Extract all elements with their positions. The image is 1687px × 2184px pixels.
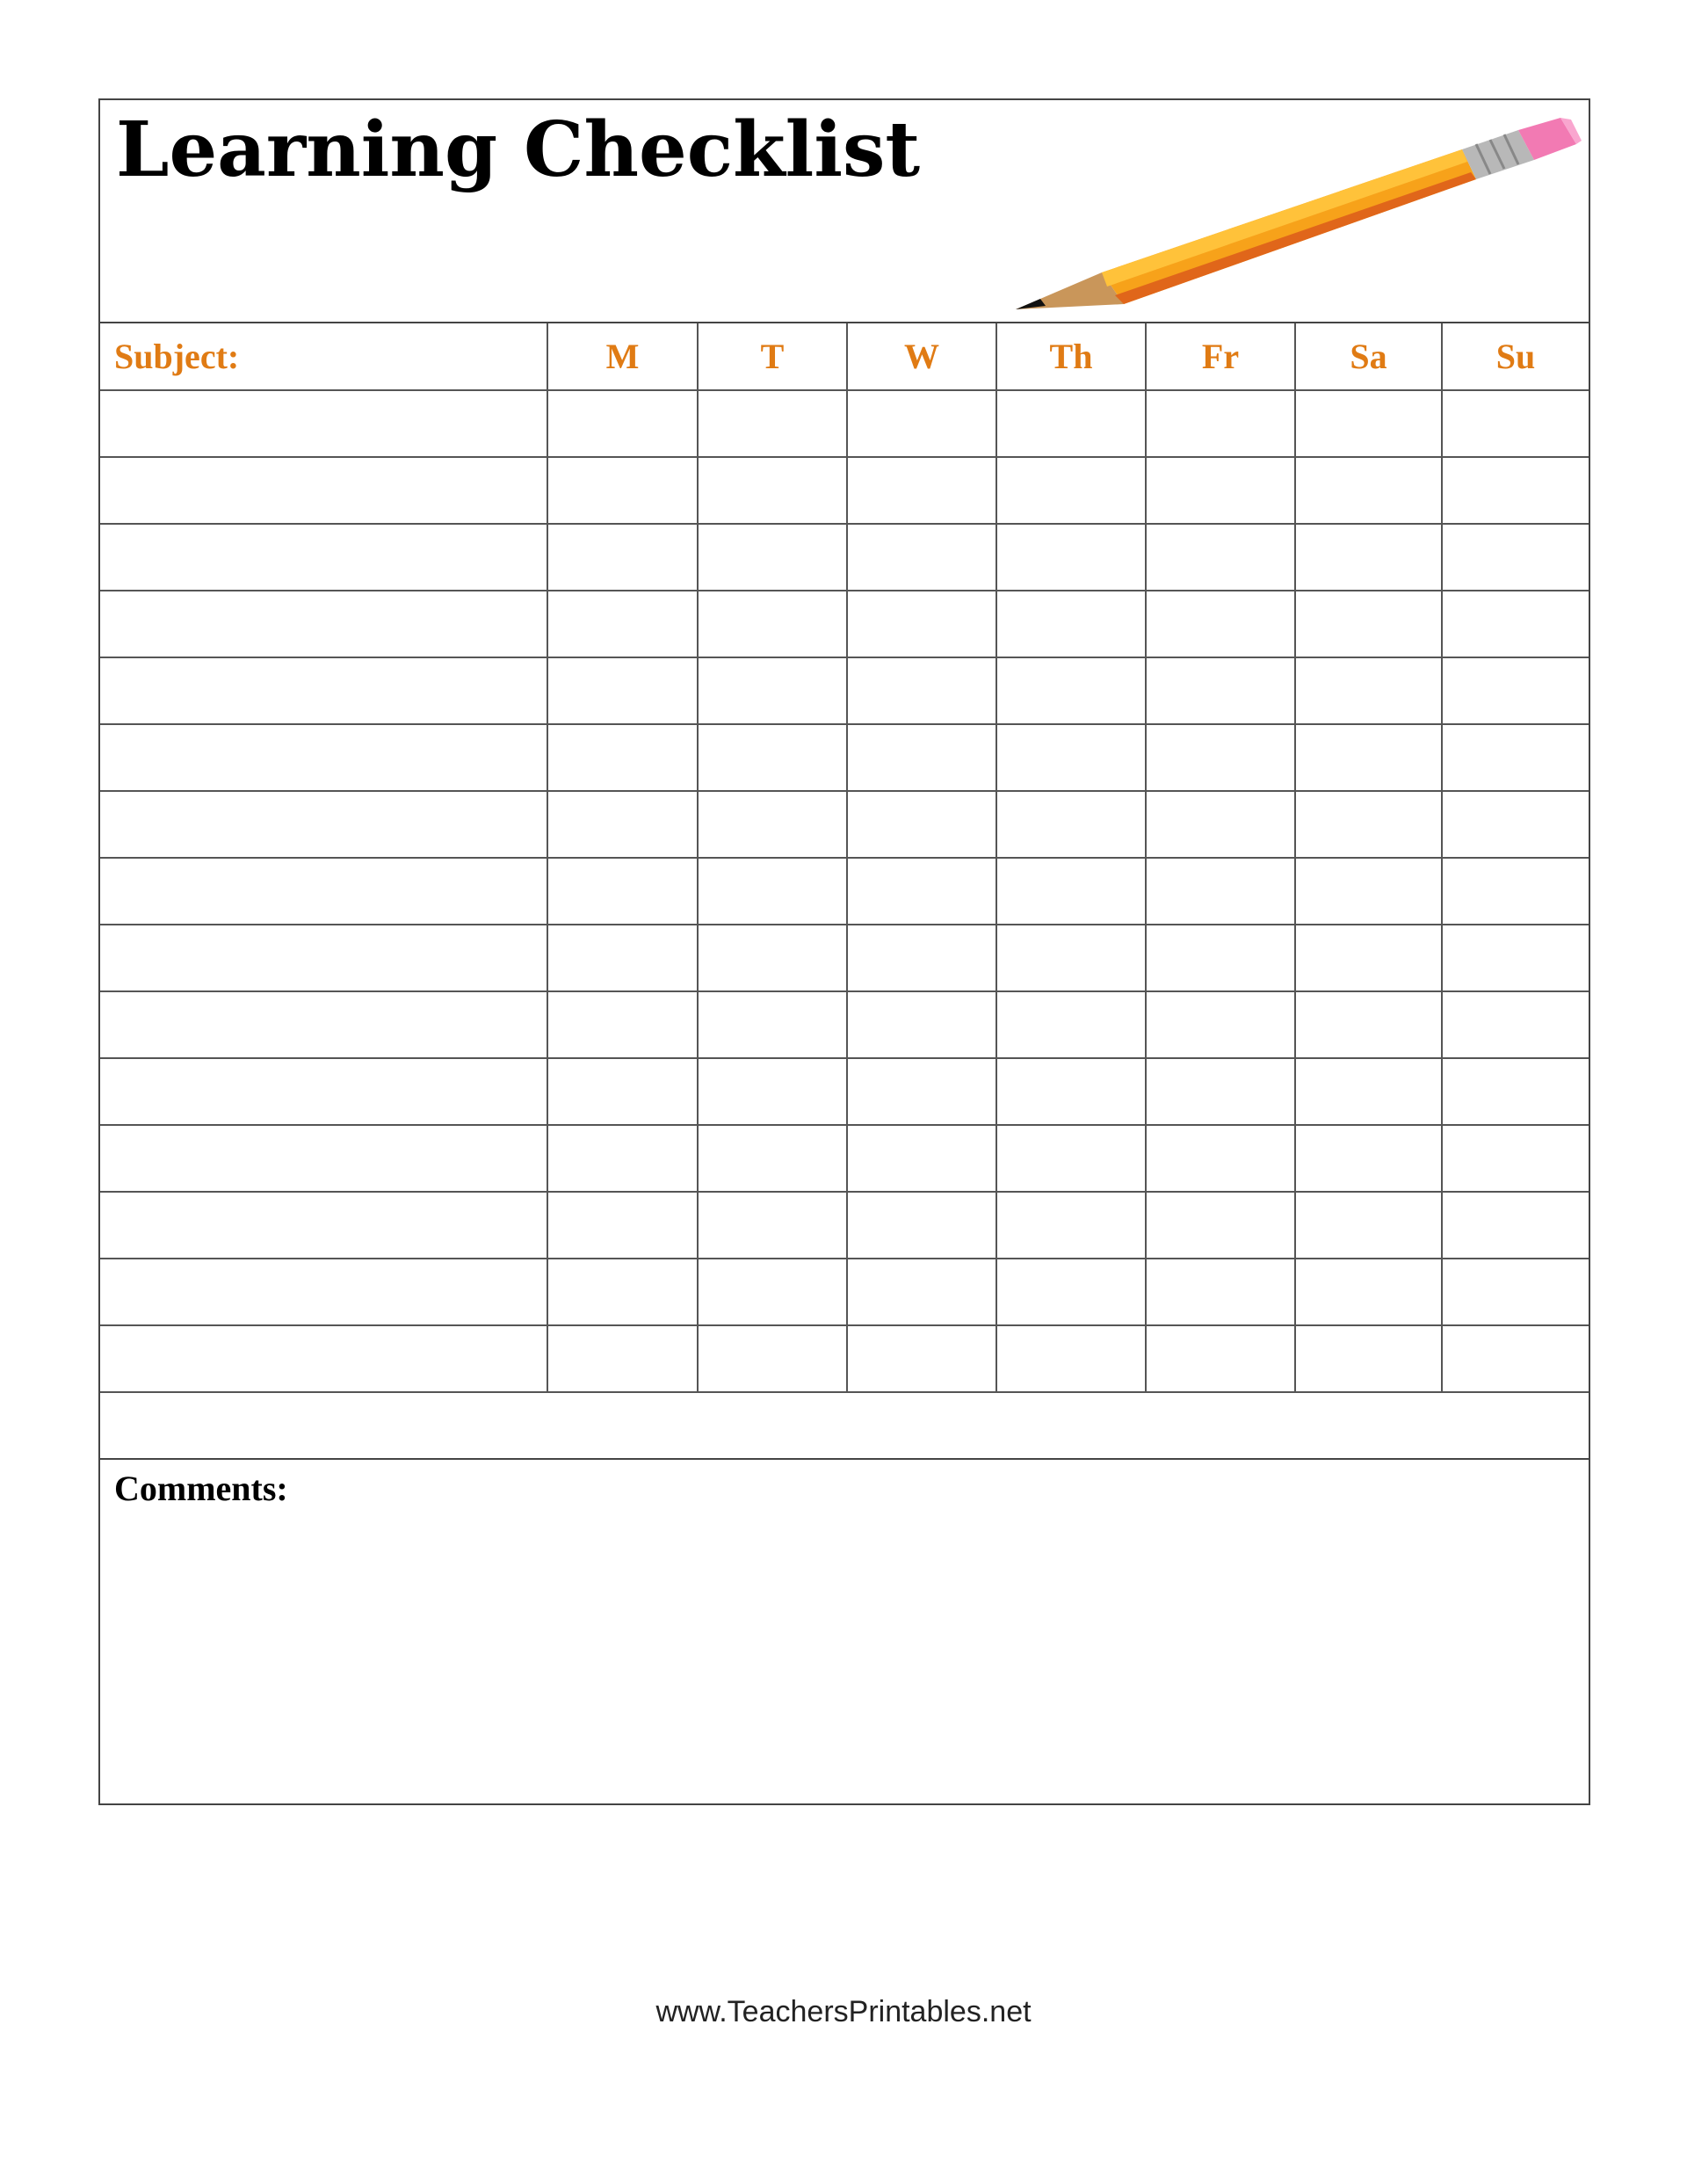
day-header-tuesday: T: [698, 323, 847, 390]
check-cell[interactable]: [547, 390, 698, 457]
header: [100, 100, 1589, 323]
check-cell[interactable]: [547, 591, 698, 657]
check-cell[interactable]: [847, 858, 996, 925]
footer-url: www.TeachersPrintables.net: [655, 1995, 1032, 2028]
check-cell[interactable]: [996, 1058, 1146, 1125]
check-cell[interactable]: [1442, 657, 1589, 724]
table-row: [100, 457, 1589, 524]
day-header-saturday: Sa: [1295, 323, 1442, 390]
subject-cell[interactable]: [100, 724, 547, 791]
day-header-friday: Fr: [1146, 323, 1295, 390]
table-row: [100, 1325, 1589, 1392]
check-cell[interactable]: [1295, 1125, 1442, 1192]
table-row: [100, 657, 1589, 724]
table-row: [100, 1192, 1589, 1259]
day-header-wednesday: W: [847, 323, 996, 390]
check-cell[interactable]: [698, 724, 847, 791]
check-cell[interactable]: [996, 524, 1146, 591]
check-cell[interactable]: [698, 791, 847, 858]
check-cell[interactable]: [996, 1259, 1146, 1325]
check-cell[interactable]: [1442, 1125, 1589, 1192]
check-cell[interactable]: [847, 390, 996, 457]
check-cell[interactable]: [1295, 791, 1442, 858]
blank-row: [100, 1391, 1589, 1460]
check-cell[interactable]: [698, 457, 847, 524]
table-row: [100, 724, 1589, 791]
check-cell[interactable]: [547, 657, 698, 724]
check-cell[interactable]: [698, 1192, 847, 1259]
subject-cell[interactable]: [100, 591, 547, 657]
header-row: [100, 323, 1589, 390]
table-row: [100, 1058, 1589, 1125]
check-cell[interactable]: [1295, 457, 1442, 524]
check-cell[interactable]: [1295, 858, 1442, 925]
check-cell[interactable]: [1146, 591, 1295, 657]
check-cell[interactable]: [847, 925, 996, 991]
subject-cell[interactable]: [100, 1125, 547, 1192]
check-cell[interactable]: [847, 457, 996, 524]
check-cell[interactable]: [847, 591, 996, 657]
subject-cell[interactable]: [100, 1192, 547, 1259]
subject-cell[interactable]: [100, 991, 547, 1058]
check-cell[interactable]: [547, 1259, 698, 1325]
check-cell[interactable]: [1146, 1192, 1295, 1259]
check-cell[interactable]: [698, 591, 847, 657]
check-cell[interactable]: [1442, 390, 1589, 457]
check-cell[interactable]: [547, 925, 698, 991]
check-cell[interactable]: [847, 724, 996, 791]
check-cell[interactable]: [1146, 457, 1295, 524]
check-cell[interactable]: [1295, 1192, 1442, 1259]
check-cell[interactable]: [1442, 591, 1589, 657]
check-cell[interactable]: [847, 657, 996, 724]
check-cell[interactable]: [1442, 858, 1589, 925]
check-cell[interactable]: [1146, 791, 1295, 858]
check-cell[interactable]: [547, 991, 698, 1058]
subject-header: Subject:: [100, 323, 547, 390]
check-cell[interactable]: [1295, 1058, 1442, 1125]
check-cell[interactable]: [996, 858, 1146, 925]
check-cell[interactable]: [996, 591, 1146, 657]
check-cell[interactable]: [1146, 1259, 1295, 1325]
check-cell[interactable]: [847, 1325, 996, 1392]
check-cell[interactable]: [1295, 657, 1442, 724]
check-cell[interactable]: [1146, 858, 1295, 925]
page-title: Learning Checklist: [116, 105, 921, 194]
check-cell[interactable]: [547, 1125, 698, 1192]
comments-label: Comments:: [114, 1469, 288, 1508]
check-cell[interactable]: [1442, 1192, 1589, 1259]
check-cell[interactable]: [1442, 724, 1589, 791]
check-cell[interactable]: [698, 925, 847, 991]
check-cell[interactable]: [1146, 1058, 1295, 1125]
check-cell[interactable]: [996, 390, 1146, 457]
check-cell[interactable]: [1146, 1125, 1295, 1192]
check-cell[interactable]: [698, 390, 847, 457]
check-cell[interactable]: [996, 1325, 1146, 1392]
check-cell[interactable]: [1295, 591, 1442, 657]
check-cell[interactable]: [698, 657, 847, 724]
table-row: [100, 791, 1589, 858]
check-cell[interactable]: [847, 791, 996, 858]
check-cell[interactable]: [996, 657, 1146, 724]
check-cell[interactable]: [1442, 791, 1589, 858]
check-cell[interactable]: [547, 1192, 698, 1259]
check-cell[interactable]: [847, 991, 996, 1058]
check-cell[interactable]: [1295, 390, 1442, 457]
check-cell[interactable]: [1442, 1058, 1589, 1125]
table-row: [100, 1125, 1589, 1192]
subject-cell[interactable]: [100, 390, 547, 457]
subject-cell[interactable]: [100, 1058, 547, 1125]
check-cell[interactable]: [996, 991, 1146, 1058]
check-cell[interactable]: [698, 991, 847, 1058]
subject-cell[interactable]: [100, 457, 547, 524]
check-cell[interactable]: [847, 1259, 996, 1325]
subject-cell[interactable]: [100, 1259, 547, 1325]
check-cell[interactable]: [996, 791, 1146, 858]
check-cell[interactable]: [698, 858, 847, 925]
check-cell[interactable]: [1442, 1325, 1589, 1392]
table-row: [100, 991, 1589, 1058]
check-cell[interactable]: [547, 858, 698, 925]
check-cell[interactable]: [698, 1125, 847, 1192]
check-cell[interactable]: [698, 524, 847, 591]
check-cell[interactable]: [1442, 991, 1589, 1058]
check-cell[interactable]: [547, 1325, 698, 1392]
check-cell[interactable]: [547, 791, 698, 858]
day-header-sunday: Su: [1442, 323, 1589, 390]
check-cell[interactable]: [996, 1125, 1146, 1192]
check-cell[interactable]: [698, 1259, 847, 1325]
check-cell[interactable]: [1442, 457, 1589, 524]
check-cell[interactable]: [1295, 724, 1442, 791]
check-cell[interactable]: [1146, 724, 1295, 791]
check-cell[interactable]: [1146, 657, 1295, 724]
check-cell[interactable]: [698, 1058, 847, 1125]
table-row: [100, 524, 1589, 591]
check-cell[interactable]: [547, 457, 698, 524]
check-cell[interactable]: [996, 457, 1146, 524]
check-cell[interactable]: [547, 1058, 698, 1125]
check-cell[interactable]: [1295, 524, 1442, 591]
check-cell[interactable]: [996, 724, 1146, 791]
checklist-table: [100, 323, 1589, 1393]
subject-cell[interactable]: [100, 925, 547, 991]
subject-cell[interactable]: [100, 1325, 547, 1392]
check-cell[interactable]: [1146, 925, 1295, 991]
check-cell[interactable]: [1295, 1259, 1442, 1325]
check-cell[interactable]: [1442, 524, 1589, 591]
subject-cell[interactable]: [100, 657, 547, 724]
check-cell[interactable]: [698, 1325, 847, 1392]
check-cell[interactable]: [1146, 1325, 1295, 1392]
table-row: [100, 390, 1589, 457]
check-cell[interactable]: [996, 925, 1146, 991]
day-header-thursday: Th: [996, 323, 1146, 390]
check-cell[interactable]: [1146, 390, 1295, 457]
check-cell[interactable]: [847, 1125, 996, 1192]
check-cell[interactable]: [1146, 991, 1295, 1058]
subject-cell[interactable]: [100, 524, 547, 591]
check-cell[interactable]: [547, 724, 698, 791]
table-row: [100, 858, 1589, 925]
check-cell[interactable]: [1442, 1259, 1589, 1325]
check-cell[interactable]: [847, 524, 996, 591]
check-cell[interactable]: [1442, 925, 1589, 991]
checklist-sheet: [98, 98, 1590, 1805]
check-cell[interactable]: [1146, 524, 1295, 591]
table-row: [100, 1259, 1589, 1325]
check-cell[interactable]: [1295, 1325, 1442, 1392]
check-cell[interactable]: [1295, 925, 1442, 991]
check-cell[interactable]: [847, 1058, 996, 1125]
table-row: [100, 591, 1589, 657]
pencil-icon: [1005, 118, 1585, 320]
check-cell[interactable]: [547, 524, 698, 591]
subject-cell[interactable]: [100, 858, 547, 925]
table-row: [100, 925, 1589, 991]
check-cell[interactable]: [996, 1192, 1146, 1259]
check-cell[interactable]: [847, 1192, 996, 1259]
subject-cell[interactable]: [100, 791, 547, 858]
day-header-monday: M: [547, 323, 698, 390]
check-cell[interactable]: [1295, 991, 1442, 1058]
